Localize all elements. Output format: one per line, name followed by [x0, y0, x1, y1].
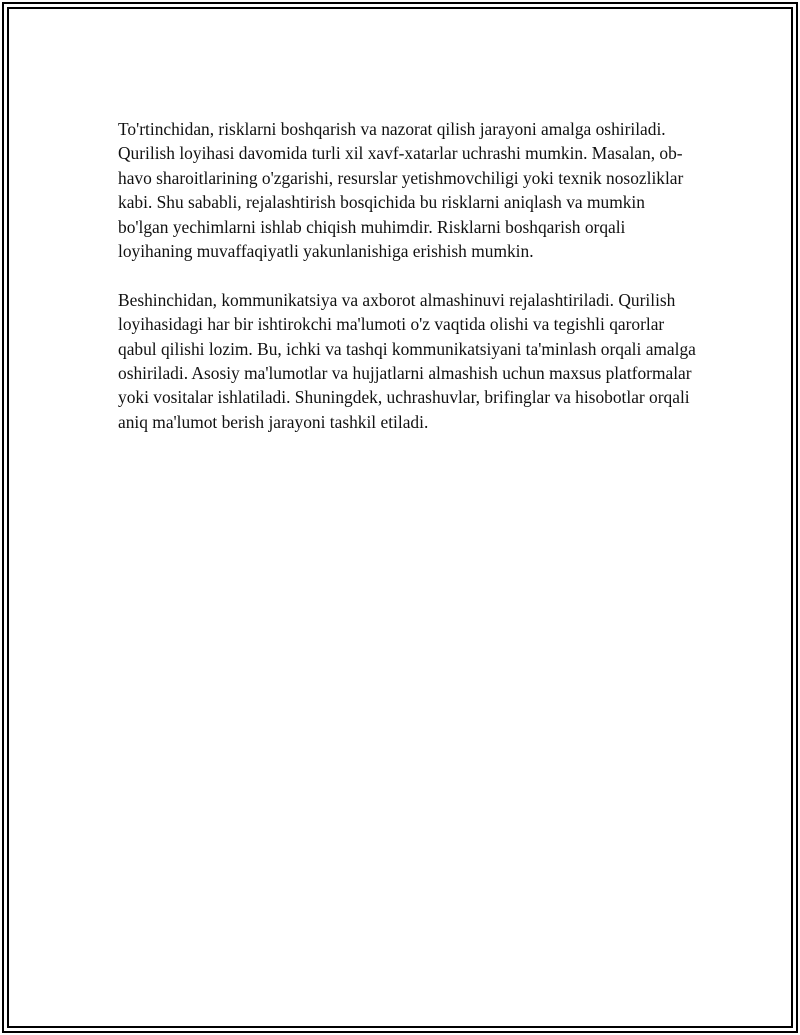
paragraph-risk-management: To'rtinchidan, risklarni boshqarish va nazorat qilish jarayoni amalga oshiriladi. Qurilish loyihasi davomida turli xil xavf-xatarlar uchrashi mumkin. Masalan, ob-havo sharoitlarining o'zgarishi, resurslar yetishmovchiligi yoki texnik nosozliklar kabi. Shu sababli, rejalashtirish bosqichida bu risklarni aniqlash va mumkin bo'lgan yechimlarni ishlab chiqish muhimdir. Risklarni boshqarish orqali loyihaning muvaffaqiyatli yakunlanishiga erishish mumkin. [118, 119, 684, 262]
document-body [118, 117, 698, 459]
paragraph-communication: Beshinchidan, kommunikatsiya va axborot almashinuvi rejalashtiriladi. Qurilish loyihasidagi har bir ishtirokchi ma'lumoti o'z vaqtida olishi va tegishli qarorlar qabul qilishi lozim. Bu, ichki va tashqi kommunikatsiyani ta'minlash orqali amalga oshiriladi. Asosiy ma'lumotlar va hujjatlarni almashish uchun maxsus platformalar yoki vositalar ishlatiladi. Shuningdek, uchrashuvlar, brifinglar va hisobotlar orqali aniq ma'lumot berish jarayoni tashkil etiladi. [118, 289, 696, 432]
